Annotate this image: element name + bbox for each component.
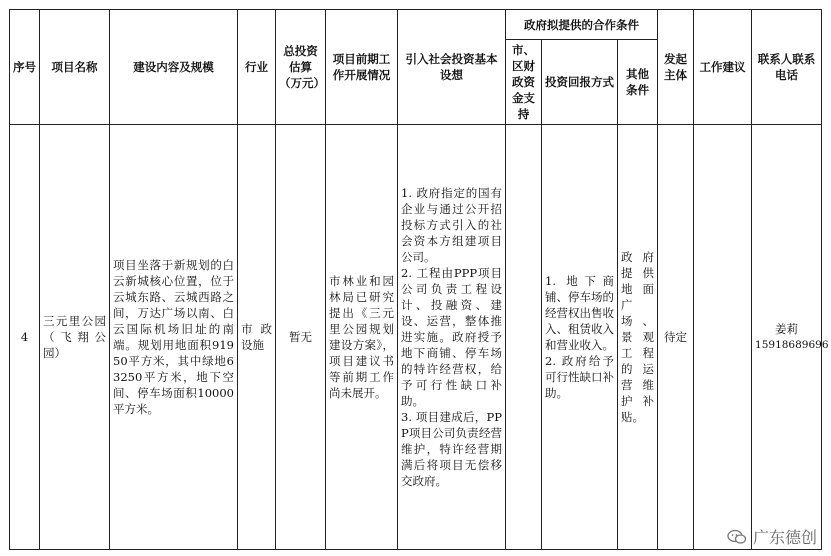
header-investment: 总投资估算（万元） (276, 10, 326, 125)
header-work-advice: 工作建议 (694, 10, 752, 125)
header-return-mode: 投资回报方式 (542, 40, 618, 125)
header-social-capital: 引入社会投资基本设想 (398, 10, 506, 125)
header-fiscal-support: 市、区财政资金支持 (506, 40, 542, 125)
header-initiator: 发起主体 (658, 10, 694, 125)
row-industry: 市政设施 (238, 125, 276, 550)
row-other-conditions: 政府提供地面广场、景观工程的运营维护补贴。 (618, 125, 658, 550)
row-work-advice (694, 125, 752, 550)
row-return-mode (542, 125, 618, 550)
header-preliminary: 项目前期工作开展情况 (326, 10, 398, 125)
row-initiator: 待定 (658, 125, 694, 550)
header-scope: 建设内容及规模 (110, 10, 238, 125)
row-index: 4 (10, 125, 40, 550)
header-contact: 联系人联系电话 (752, 10, 822, 125)
header-index: 序号 (10, 10, 40, 125)
return-mode-item-2: 2. 政府给予可行性缺口补助。 (545, 354, 614, 400)
row-contact (752, 125, 829, 550)
row-fiscal-support (506, 125, 542, 550)
social-capital-item-1: 1. 政府指定的国有企业与通过公开招投标方式引入的社会资本方组建项目公司。 (401, 186, 502, 264)
row-investment: 暂无 (276, 125, 326, 550)
table-row (10, 125, 822, 550)
row-scope: 项目坐落于新规划的白云新城核心位置，位于云城东路、云城西路之间，万达广场以南、白云国际机场旧址的南端。规划用地面积91950平方米，其中绿地63250平方米，地下空间、停车场面积10000平方米。 (110, 125, 238, 550)
watermark-text: 广东德创 (752, 528, 817, 547)
return-mode-item-1: 1. 地下商铺、停车场的经营权出售收入、租赁收入和营业收入。 (545, 274, 614, 352)
social-capital-item-3: 3. 项目建成后，PPP项目公司负责经营维护，特许经营期满后将项目无偿移交政府。 (401, 410, 502, 488)
row-social-capital (398, 125, 506, 550)
contact-name: 姜莉 (775, 322, 799, 336)
contact-phone: 15918689696 (755, 339, 829, 351)
watermark (727, 525, 817, 548)
header-other-conditions: 其他条件 (618, 40, 658, 125)
header-industry: 行业 (238, 10, 276, 125)
row-name: 三元里公园（飞翔公园） (40, 125, 110, 550)
header-cooperation-group: 政府拟提供的合作条件 (506, 10, 658, 40)
social-capital-item-2: 2. 工程由PPP项目公司负责工程设计、投融资、建设、运营，整体推进实施。政府授予地下商铺、停车场的特许经营权，给予可行性缺口补助。 (401, 266, 502, 408)
wechat-icon (727, 529, 747, 545)
project-table (9, 9, 829, 550)
row-preliminary: 市林业和园林局已研究提出《三元里公园规划建设方案》，项目建议书等前期工作尚未展开。 (326, 125, 398, 550)
header-name: 项目名称 (40, 10, 110, 125)
